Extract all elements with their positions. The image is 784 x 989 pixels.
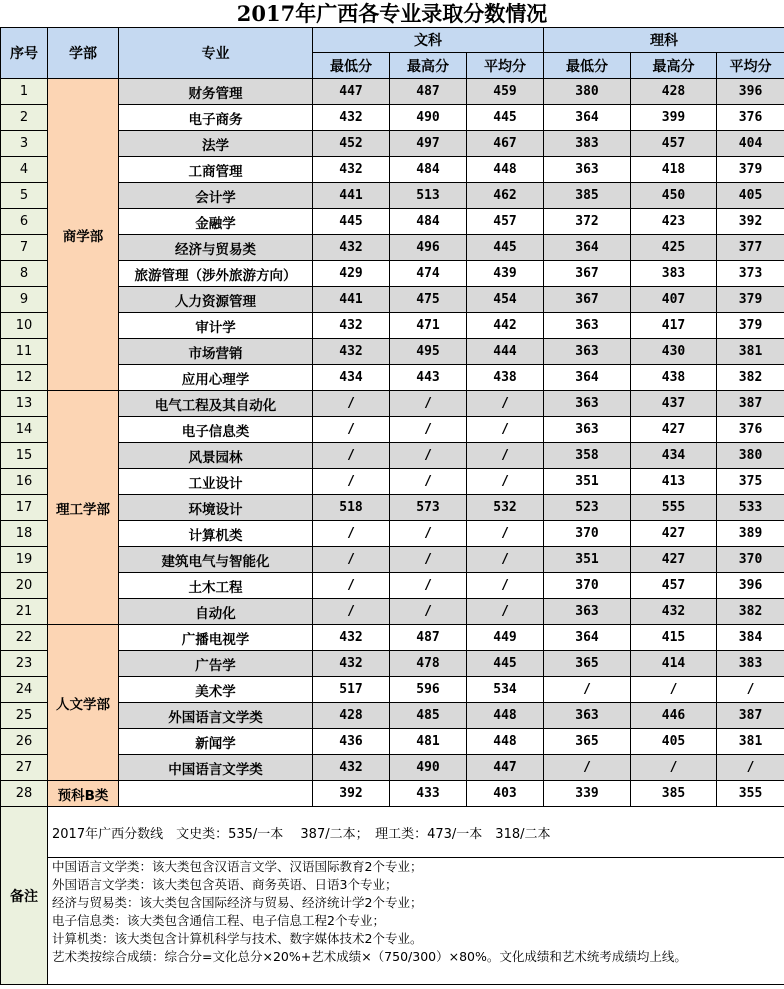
row-index: 1 bbox=[1, 79, 48, 105]
arts-min-score: 429 bbox=[313, 261, 390, 287]
table-row bbox=[1, 417, 784, 443]
science-max-score: 432 bbox=[631, 599, 717, 625]
arts-min-score: 436 bbox=[313, 729, 390, 755]
arts-max-score: 478 bbox=[390, 651, 467, 677]
header-index: 序号 bbox=[1, 28, 48, 79]
arts-min-score: 432 bbox=[313, 651, 390, 677]
arts-min-score: 452 bbox=[313, 131, 390, 157]
row-index: 8 bbox=[1, 261, 48, 287]
arts-min-score: 518 bbox=[313, 495, 390, 521]
science-max-score: 430 bbox=[631, 339, 717, 365]
science-avg-score: 375 bbox=[717, 469, 784, 495]
arts-avg-score: 532 bbox=[467, 495, 544, 521]
science-max-score: 399 bbox=[631, 105, 717, 131]
arts-avg-score: 445 bbox=[467, 235, 544, 261]
header-arts: 文科 bbox=[313, 28, 544, 53]
arts-avg-score: / bbox=[467, 391, 544, 417]
science-max-score: 405 bbox=[631, 729, 717, 755]
row-index: 26 bbox=[1, 729, 48, 755]
major-name: 风景园林 bbox=[119, 443, 313, 469]
table-row bbox=[1, 495, 784, 521]
science-min-score: 365 bbox=[544, 729, 631, 755]
science-max-score: 427 bbox=[631, 547, 717, 573]
arts-min-score: 432 bbox=[313, 235, 390, 261]
table-row bbox=[1, 235, 784, 261]
arts-avg-score: 438 bbox=[467, 365, 544, 391]
major-name: 电气工程及其自动化 bbox=[119, 391, 313, 417]
science-min-score: / bbox=[544, 755, 631, 781]
table-row bbox=[1, 625, 784, 651]
arts-avg-score: 403 bbox=[467, 781, 544, 807]
arts-max-score: / bbox=[390, 469, 467, 495]
science-max-score: 437 bbox=[631, 391, 717, 417]
note-line: 电子信息类：该大类包含通信工程、电子信息工程2个专业； bbox=[52, 913, 385, 928]
table-row bbox=[1, 755, 784, 781]
arts-max-score: 484 bbox=[390, 157, 467, 183]
table-row bbox=[1, 339, 784, 365]
arts-min-score: 441 bbox=[313, 183, 390, 209]
arts-min-score: / bbox=[313, 599, 390, 625]
science-min-score: 358 bbox=[544, 443, 631, 469]
science-min-score: 363 bbox=[544, 339, 631, 365]
table-row bbox=[1, 469, 784, 495]
row-index: 23 bbox=[1, 651, 48, 677]
major-name: 电子商务 bbox=[119, 105, 313, 131]
arts-avg-score: / bbox=[467, 547, 544, 573]
science-max-score: 457 bbox=[631, 573, 717, 599]
science-min-score: / bbox=[544, 677, 631, 703]
science-min-score: 351 bbox=[544, 469, 631, 495]
science-max-score: 434 bbox=[631, 443, 717, 469]
science-avg-score: 355 bbox=[717, 781, 784, 807]
arts-avg-score: 534 bbox=[467, 677, 544, 703]
science-avg-score: 380 bbox=[717, 443, 784, 469]
arts-avg-score: 444 bbox=[467, 339, 544, 365]
row-index: 3 bbox=[1, 131, 48, 157]
arts-min-score: 441 bbox=[313, 287, 390, 313]
arts-avg-score: / bbox=[467, 469, 544, 495]
major-name: 新闻学 bbox=[119, 729, 313, 755]
major-name: 中国语言文学类 bbox=[119, 755, 313, 781]
arts-avg-score: 459 bbox=[467, 79, 544, 105]
arts-avg-score: / bbox=[467, 573, 544, 599]
table-row bbox=[1, 287, 784, 313]
arts-min-score: 434 bbox=[313, 365, 390, 391]
row-index: 10 bbox=[1, 313, 48, 339]
arts-min-score: / bbox=[313, 417, 390, 443]
arts-min-score: / bbox=[313, 573, 390, 599]
arts-min-score: 445 bbox=[313, 209, 390, 235]
science-min-score: 383 bbox=[544, 131, 631, 157]
major-name: 美术学 bbox=[119, 677, 313, 703]
science-min-score: 363 bbox=[544, 391, 631, 417]
major-name bbox=[119, 781, 313, 807]
header-science-min: 最低分 bbox=[544, 53, 631, 79]
science-avg-score: 379 bbox=[717, 287, 784, 313]
dept-business: 商学部 bbox=[48, 79, 119, 391]
arts-max-score: / bbox=[390, 547, 467, 573]
dept-humanities: 人文学部 bbox=[48, 625, 119, 781]
row-index: 14 bbox=[1, 417, 48, 443]
table-row bbox=[1, 79, 784, 105]
major-name: 财务管理 bbox=[119, 79, 313, 105]
table-row bbox=[1, 157, 784, 183]
science-min-score: 385 bbox=[544, 183, 631, 209]
note-line: 计算机类：该大类包含计算机科学与技术、数字媒体技术2个专业。 bbox=[52, 931, 423, 946]
arts-min-score: 432 bbox=[313, 339, 390, 365]
science-max-score: 418 bbox=[631, 157, 717, 183]
row-index: 12 bbox=[1, 365, 48, 391]
science-min-score: 370 bbox=[544, 521, 631, 547]
arts-max-score: 433 bbox=[390, 781, 467, 807]
science-max-score: / bbox=[631, 755, 717, 781]
row-index: 6 bbox=[1, 209, 48, 235]
row-index: 17 bbox=[1, 495, 48, 521]
arts-max-score: 481 bbox=[390, 729, 467, 755]
major-name: 广告学 bbox=[119, 651, 313, 677]
arts-max-score: 487 bbox=[390, 79, 467, 105]
row-index: 9 bbox=[1, 287, 48, 313]
header-science-max: 最高分 bbox=[631, 53, 717, 79]
arts-max-score: 474 bbox=[390, 261, 467, 287]
science-max-score: 407 bbox=[631, 287, 717, 313]
arts-max-score: 475 bbox=[390, 287, 467, 313]
science-max-score: 427 bbox=[631, 417, 717, 443]
science-min-score: 339 bbox=[544, 781, 631, 807]
science-max-score: 423 bbox=[631, 209, 717, 235]
science-min-score: 363 bbox=[544, 417, 631, 443]
major-name: 电子信息类 bbox=[119, 417, 313, 443]
science-max-score: 385 bbox=[631, 781, 717, 807]
note-line: 外国语言文学类：该大类包含英语、商务英语、日语3个专业； bbox=[52, 877, 398, 892]
arts-avg-score: 445 bbox=[467, 651, 544, 677]
arts-avg-score: 447 bbox=[467, 755, 544, 781]
science-avg-score: 373 bbox=[717, 261, 784, 287]
science-avg-score: 379 bbox=[717, 157, 784, 183]
table-row bbox=[1, 365, 784, 391]
major-name: 应用心理学 bbox=[119, 365, 313, 391]
arts-min-score: 432 bbox=[313, 755, 390, 781]
science-avg-score: 387 bbox=[717, 391, 784, 417]
major-name: 自动化 bbox=[119, 599, 313, 625]
major-name: 广播电视学 bbox=[119, 625, 313, 651]
remarks-label: 备注 bbox=[1, 807, 48, 985]
major-name: 外国语言文学类 bbox=[119, 703, 313, 729]
arts-avg-score: / bbox=[467, 417, 544, 443]
science-avg-score: 377 bbox=[717, 235, 784, 261]
major-name: 计算机类 bbox=[119, 521, 313, 547]
note-line: 艺术类按综合成绩：综合分=文化总分×20%+艺术成绩×（750/300）×80%。文化成绩和艺术统考成绩均上线。 bbox=[52, 949, 687, 964]
science-min-score: 364 bbox=[544, 235, 631, 261]
dept-engineering: 理工学部 bbox=[48, 391, 119, 625]
major-name: 法学 bbox=[119, 131, 313, 157]
arts-avg-score: 439 bbox=[467, 261, 544, 287]
row-index: 4 bbox=[1, 157, 48, 183]
table-row bbox=[1, 547, 784, 573]
arts-max-score: / bbox=[390, 599, 467, 625]
science-avg-score: 396 bbox=[717, 573, 784, 599]
science-avg-score: 387 bbox=[717, 703, 784, 729]
arts-avg-score: 457 bbox=[467, 209, 544, 235]
major-name: 审计学 bbox=[119, 313, 313, 339]
major-name: 旅游管理（涉外旅游方向） bbox=[119, 261, 313, 287]
table-row bbox=[1, 183, 784, 209]
science-max-score: 427 bbox=[631, 521, 717, 547]
table-row bbox=[1, 131, 784, 157]
arts-avg-score: / bbox=[467, 443, 544, 469]
science-max-score: 425 bbox=[631, 235, 717, 261]
science-avg-score: / bbox=[717, 677, 784, 703]
arts-avg-score: 445 bbox=[467, 105, 544, 131]
row-index: 2 bbox=[1, 105, 48, 131]
science-max-score: 383 bbox=[631, 261, 717, 287]
science-min-score: 365 bbox=[544, 651, 631, 677]
arts-max-score: 490 bbox=[390, 755, 467, 781]
table-row bbox=[1, 261, 784, 287]
arts-max-score: 487 bbox=[390, 625, 467, 651]
science-max-score: 415 bbox=[631, 625, 717, 651]
science-max-score: 438 bbox=[631, 365, 717, 391]
table-row bbox=[1, 573, 784, 599]
science-min-score: 364 bbox=[544, 625, 631, 651]
row-index: 25 bbox=[1, 703, 48, 729]
arts-avg-score: / bbox=[467, 599, 544, 625]
table-row bbox=[1, 729, 784, 755]
arts-avg-score: 467 bbox=[467, 131, 544, 157]
row-index: 15 bbox=[1, 443, 48, 469]
science-avg-score: 389 bbox=[717, 521, 784, 547]
arts-avg-score: / bbox=[467, 521, 544, 547]
table-row bbox=[1, 391, 784, 417]
arts-min-score: / bbox=[313, 521, 390, 547]
science-avg-score: 376 bbox=[717, 105, 784, 131]
science-min-score: 367 bbox=[544, 287, 631, 313]
header-arts-avg: 平均分 bbox=[467, 53, 544, 79]
row-index: 16 bbox=[1, 469, 48, 495]
arts-avg-score: 449 bbox=[467, 625, 544, 651]
science-min-score: 372 bbox=[544, 209, 631, 235]
science-max-score: 417 bbox=[631, 313, 717, 339]
arts-avg-score: 448 bbox=[467, 157, 544, 183]
arts-max-score: 484 bbox=[390, 209, 467, 235]
science-avg-score: 533 bbox=[717, 495, 784, 521]
arts-max-score: 485 bbox=[390, 703, 467, 729]
arts-avg-score: 442 bbox=[467, 313, 544, 339]
arts-min-score: / bbox=[313, 443, 390, 469]
arts-avg-score: 448 bbox=[467, 729, 544, 755]
arts-min-score: 432 bbox=[313, 313, 390, 339]
arts-min-score: / bbox=[313, 391, 390, 417]
science-avg-score: 379 bbox=[717, 313, 784, 339]
arts-avg-score: 454 bbox=[467, 287, 544, 313]
dept-prep: 预科B类 bbox=[48, 781, 119, 807]
note-line: 经济与贸易类：该大类包含国际经济与贸易、经济统计学2个专业； bbox=[52, 895, 423, 910]
table-row bbox=[1, 599, 784, 625]
header-dept: 学部 bbox=[48, 28, 119, 79]
row-index: 13 bbox=[1, 391, 48, 417]
arts-max-score: 573 bbox=[390, 495, 467, 521]
science-min-score: 523 bbox=[544, 495, 631, 521]
major-name: 会计学 bbox=[119, 183, 313, 209]
header-science: 理科 bbox=[544, 28, 784, 53]
table-row bbox=[1, 651, 784, 677]
science-max-score: / bbox=[631, 677, 717, 703]
arts-max-score: / bbox=[390, 573, 467, 599]
table-row bbox=[1, 521, 784, 547]
science-min-score: 364 bbox=[544, 365, 631, 391]
major-name: 工业设计 bbox=[119, 469, 313, 495]
table-row bbox=[1, 105, 784, 131]
arts-max-score: 490 bbox=[390, 105, 467, 131]
arts-min-score: / bbox=[313, 547, 390, 573]
major-name: 环境设计 bbox=[119, 495, 313, 521]
science-max-score: 450 bbox=[631, 183, 717, 209]
science-max-score: 413 bbox=[631, 469, 717, 495]
table-row bbox=[1, 677, 784, 703]
header-arts-max: 最高分 bbox=[390, 53, 467, 79]
major-name: 经济与贸易类 bbox=[119, 235, 313, 261]
major-name: 建筑电气与智能化 bbox=[119, 547, 313, 573]
science-min-score: 367 bbox=[544, 261, 631, 287]
science-max-score: 414 bbox=[631, 651, 717, 677]
science-avg-score: 404 bbox=[717, 131, 784, 157]
science-avg-score: 392 bbox=[717, 209, 784, 235]
science-avg-score: 405 bbox=[717, 183, 784, 209]
arts-min-score: 428 bbox=[313, 703, 390, 729]
header-arts-min: 最低分 bbox=[313, 53, 390, 79]
science-avg-score: 381 bbox=[717, 339, 784, 365]
arts-max-score: 513 bbox=[390, 183, 467, 209]
science-avg-score: 382 bbox=[717, 365, 784, 391]
science-max-score: 428 bbox=[631, 79, 717, 105]
table-row bbox=[1, 443, 784, 469]
science-avg-score: / bbox=[717, 755, 784, 781]
page-title: 2017年广西各专业录取分数情况 bbox=[0, 0, 784, 27]
arts-min-score: 432 bbox=[313, 105, 390, 131]
arts-max-score: / bbox=[390, 417, 467, 443]
row-index: 18 bbox=[1, 521, 48, 547]
row-index: 20 bbox=[1, 573, 48, 599]
arts-min-score: 432 bbox=[313, 157, 390, 183]
header-major: 专业 bbox=[119, 28, 313, 79]
row-index: 11 bbox=[1, 339, 48, 365]
major-name: 金融学 bbox=[119, 209, 313, 235]
row-index: 24 bbox=[1, 677, 48, 703]
arts-min-score: 517 bbox=[313, 677, 390, 703]
arts-min-score: / bbox=[313, 469, 390, 495]
major-name: 工商管理 bbox=[119, 157, 313, 183]
row-index: 21 bbox=[1, 599, 48, 625]
science-avg-score: 376 bbox=[717, 417, 784, 443]
major-name: 人力资源管理 bbox=[119, 287, 313, 313]
science-avg-score: 396 bbox=[717, 79, 784, 105]
row-index: 5 bbox=[1, 183, 48, 209]
arts-max-score: 471 bbox=[390, 313, 467, 339]
arts-max-score: / bbox=[390, 443, 467, 469]
row-index: 27 bbox=[1, 755, 48, 781]
arts-max-score: / bbox=[390, 521, 467, 547]
table-row bbox=[1, 781, 784, 807]
science-min-score: 364 bbox=[544, 105, 631, 131]
note-line: 中国语言文学类：该大类包含汉语言文学、汉语国际教育2个专业； bbox=[52, 859, 423, 874]
arts-avg-score: 448 bbox=[467, 703, 544, 729]
table-row bbox=[1, 703, 784, 729]
arts-max-score: 495 bbox=[390, 339, 467, 365]
arts-avg-score: 462 bbox=[467, 183, 544, 209]
table-row bbox=[1, 209, 784, 235]
science-min-score: 351 bbox=[544, 547, 631, 573]
arts-min-score: 432 bbox=[313, 625, 390, 651]
arts-max-score: / bbox=[390, 391, 467, 417]
science-max-score: 457 bbox=[631, 131, 717, 157]
header-science-avg: 平均分 bbox=[717, 53, 784, 79]
science-min-score: 363 bbox=[544, 703, 631, 729]
science-min-score: 363 bbox=[544, 313, 631, 339]
row-index: 19 bbox=[1, 547, 48, 573]
science-avg-score: 383 bbox=[717, 651, 784, 677]
major-name: 市场营销 bbox=[119, 339, 313, 365]
arts-max-score: 496 bbox=[390, 235, 467, 261]
arts-min-score: 447 bbox=[313, 79, 390, 105]
science-max-score: 555 bbox=[631, 495, 717, 521]
arts-min-score: 392 bbox=[313, 781, 390, 807]
science-max-score: 446 bbox=[631, 703, 717, 729]
admission-score-table bbox=[0, 27, 784, 985]
table-row bbox=[1, 313, 784, 339]
arts-max-score: 497 bbox=[390, 131, 467, 157]
science-avg-score: 381 bbox=[717, 729, 784, 755]
category-notes bbox=[48, 858, 784, 985]
row-index: 22 bbox=[1, 625, 48, 651]
arts-max-score: 443 bbox=[390, 365, 467, 391]
major-name: 土木工程 bbox=[119, 573, 313, 599]
science-min-score: 380 bbox=[544, 79, 631, 105]
science-min-score: 370 bbox=[544, 573, 631, 599]
arts-max-score: 596 bbox=[390, 677, 467, 703]
science-min-score: 363 bbox=[544, 599, 631, 625]
science-avg-score: 382 bbox=[717, 599, 784, 625]
row-index: 28 bbox=[1, 781, 48, 807]
score-line-note: 2017年广西分数线 文史类：535/一本 387/二本； 理工类：473/一本 318/二本 bbox=[48, 807, 784, 858]
science-min-score: 363 bbox=[544, 157, 631, 183]
science-avg-score: 384 bbox=[717, 625, 784, 651]
row-index: 7 bbox=[1, 235, 48, 261]
science-avg-score: 370 bbox=[717, 547, 784, 573]
